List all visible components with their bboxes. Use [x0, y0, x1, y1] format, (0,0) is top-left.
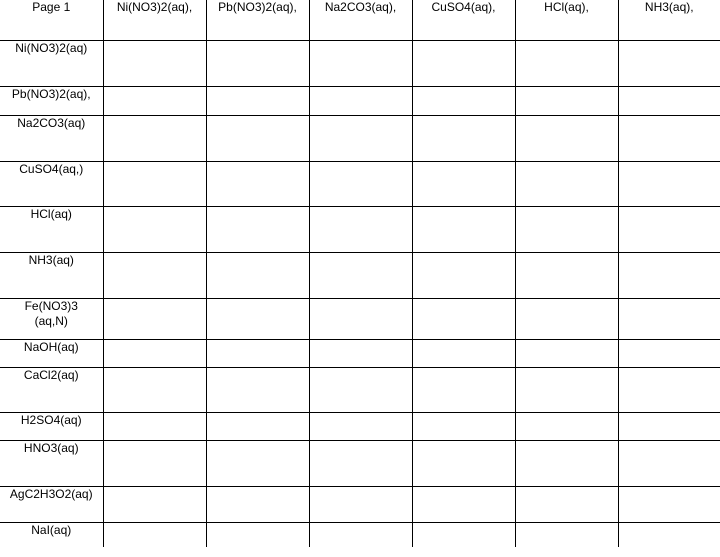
grid-cell	[309, 522, 412, 547]
grid-cell	[412, 86, 515, 115]
column-header: CuSO4(aq),	[412, 0, 515, 40]
grid-cell	[103, 367, 206, 412]
column-header: Pb(NO3)2(aq),	[206, 0, 309, 40]
grid-cell	[618, 486, 720, 522]
grid-cell	[309, 86, 412, 115]
header-row	[0, 0, 720, 40]
table-row	[0, 115, 720, 161]
grid-cell	[206, 486, 309, 522]
grid-cell	[206, 367, 309, 412]
grid-cell	[515, 298, 618, 339]
column-header: NH3(aq),	[618, 0, 720, 40]
grid-cell	[206, 298, 309, 339]
grid-cell	[618, 412, 720, 440]
grid-cell	[412, 412, 515, 440]
grid-cell	[618, 161, 720, 206]
grid-cell	[206, 339, 309, 367]
row-header	[0, 298, 103, 339]
grid-cell	[412, 115, 515, 161]
table-row	[0, 40, 720, 86]
grid-cell	[515, 161, 618, 206]
grid-cell	[618, 522, 720, 547]
grid-cell	[309, 440, 412, 486]
grid-cell	[206, 206, 309, 252]
table-row	[0, 86, 720, 115]
grid-cell	[103, 115, 206, 161]
grid-cell	[412, 298, 515, 339]
grid-cell	[618, 206, 720, 252]
grid-cell	[103, 161, 206, 206]
grid-cell	[309, 40, 412, 86]
grid-cell	[515, 367, 618, 412]
table-row	[0, 298, 720, 339]
grid-cell	[515, 206, 618, 252]
table-row	[0, 161, 720, 206]
row-header: NaOH(aq)	[0, 339, 103, 367]
grid-cell	[515, 522, 618, 547]
grid-cell	[618, 40, 720, 86]
grid-cell	[103, 486, 206, 522]
grid-cell	[515, 115, 618, 161]
grid-cell	[412, 367, 515, 412]
page-label: Page 1	[32, 0, 71, 14]
row-header: HNO3(aq)	[0, 440, 103, 486]
grid-cell	[412, 440, 515, 486]
row-header: CuSO4(aq,)	[0, 161, 103, 206]
grid-cell	[309, 298, 412, 339]
grid-cell	[618, 440, 720, 486]
grid-cell	[412, 161, 515, 206]
grid-cell	[412, 486, 515, 522]
grid-cell	[309, 252, 412, 298]
grid-cell	[618, 298, 720, 339]
grid-cell	[309, 206, 412, 252]
row-header: Pb(NO3)2(aq),	[0, 86, 103, 115]
grid-cell	[103, 86, 206, 115]
grid-cell	[515, 40, 618, 86]
grid-cell	[412, 252, 515, 298]
grid-cell	[206, 252, 309, 298]
grid-cell	[309, 339, 412, 367]
table-row	[0, 367, 720, 412]
grid-cell	[618, 115, 720, 161]
grid-cell	[412, 339, 515, 367]
row-header: H2SO4(aq)	[0, 412, 103, 440]
row-header: AgC2H3O2(aq)	[0, 486, 103, 522]
grid-cell	[618, 367, 720, 412]
grid-cell	[412, 206, 515, 252]
grid-cell	[618, 339, 720, 367]
grid-cell	[103, 298, 206, 339]
table-row	[0, 252, 720, 298]
grid-cell	[309, 115, 412, 161]
column-header: Na2CO3(aq),	[309, 0, 412, 40]
table-row	[0, 522, 720, 547]
grid-cell	[103, 206, 206, 252]
table-row	[0, 339, 720, 367]
grid-cell	[515, 339, 618, 367]
grid-cell	[103, 252, 206, 298]
grid-cell	[515, 440, 618, 486]
row-header-label: Fe(NO3)3 (aq,N)	[24, 298, 78, 328]
grid-cell	[309, 161, 412, 206]
grid-cell	[103, 412, 206, 440]
grid-cell	[206, 161, 309, 206]
row-header: NaI(aq)	[0, 522, 103, 547]
grid-cell	[618, 86, 720, 115]
grid-cell	[103, 440, 206, 486]
column-header: HCl(aq),	[515, 0, 618, 40]
grid-cell	[515, 252, 618, 298]
row-header: HCl(aq)	[0, 206, 103, 252]
grid-cell	[206, 522, 309, 547]
grid-cell	[103, 40, 206, 86]
grid-cell	[309, 412, 412, 440]
table-row	[0, 440, 720, 486]
table-row	[0, 412, 720, 440]
grid-cell	[618, 252, 720, 298]
grid-cell	[206, 40, 309, 86]
grid-cell	[309, 486, 412, 522]
grid-cell	[103, 339, 206, 367]
grid-cell	[515, 412, 618, 440]
column-header: Ni(NO3)2(aq),	[103, 0, 206, 40]
grid-cell	[309, 367, 412, 412]
grid-cell	[206, 115, 309, 161]
table-row	[0, 486, 720, 522]
row-header: NH3(aq)	[0, 252, 103, 298]
grid-cell	[515, 486, 618, 522]
grid-cell	[206, 440, 309, 486]
table-row	[0, 206, 720, 252]
grid-cell	[412, 40, 515, 86]
grid-cell	[412, 522, 515, 547]
grid-cell	[103, 522, 206, 547]
row-header: CaCl2(aq)	[0, 367, 103, 412]
grid-cell	[515, 86, 618, 115]
grid-cell	[206, 412, 309, 440]
row-header: Na2CO3(aq)	[0, 115, 103, 161]
grid-cell	[206, 86, 309, 115]
row-header: Ni(NO3)2(aq)	[0, 40, 103, 86]
